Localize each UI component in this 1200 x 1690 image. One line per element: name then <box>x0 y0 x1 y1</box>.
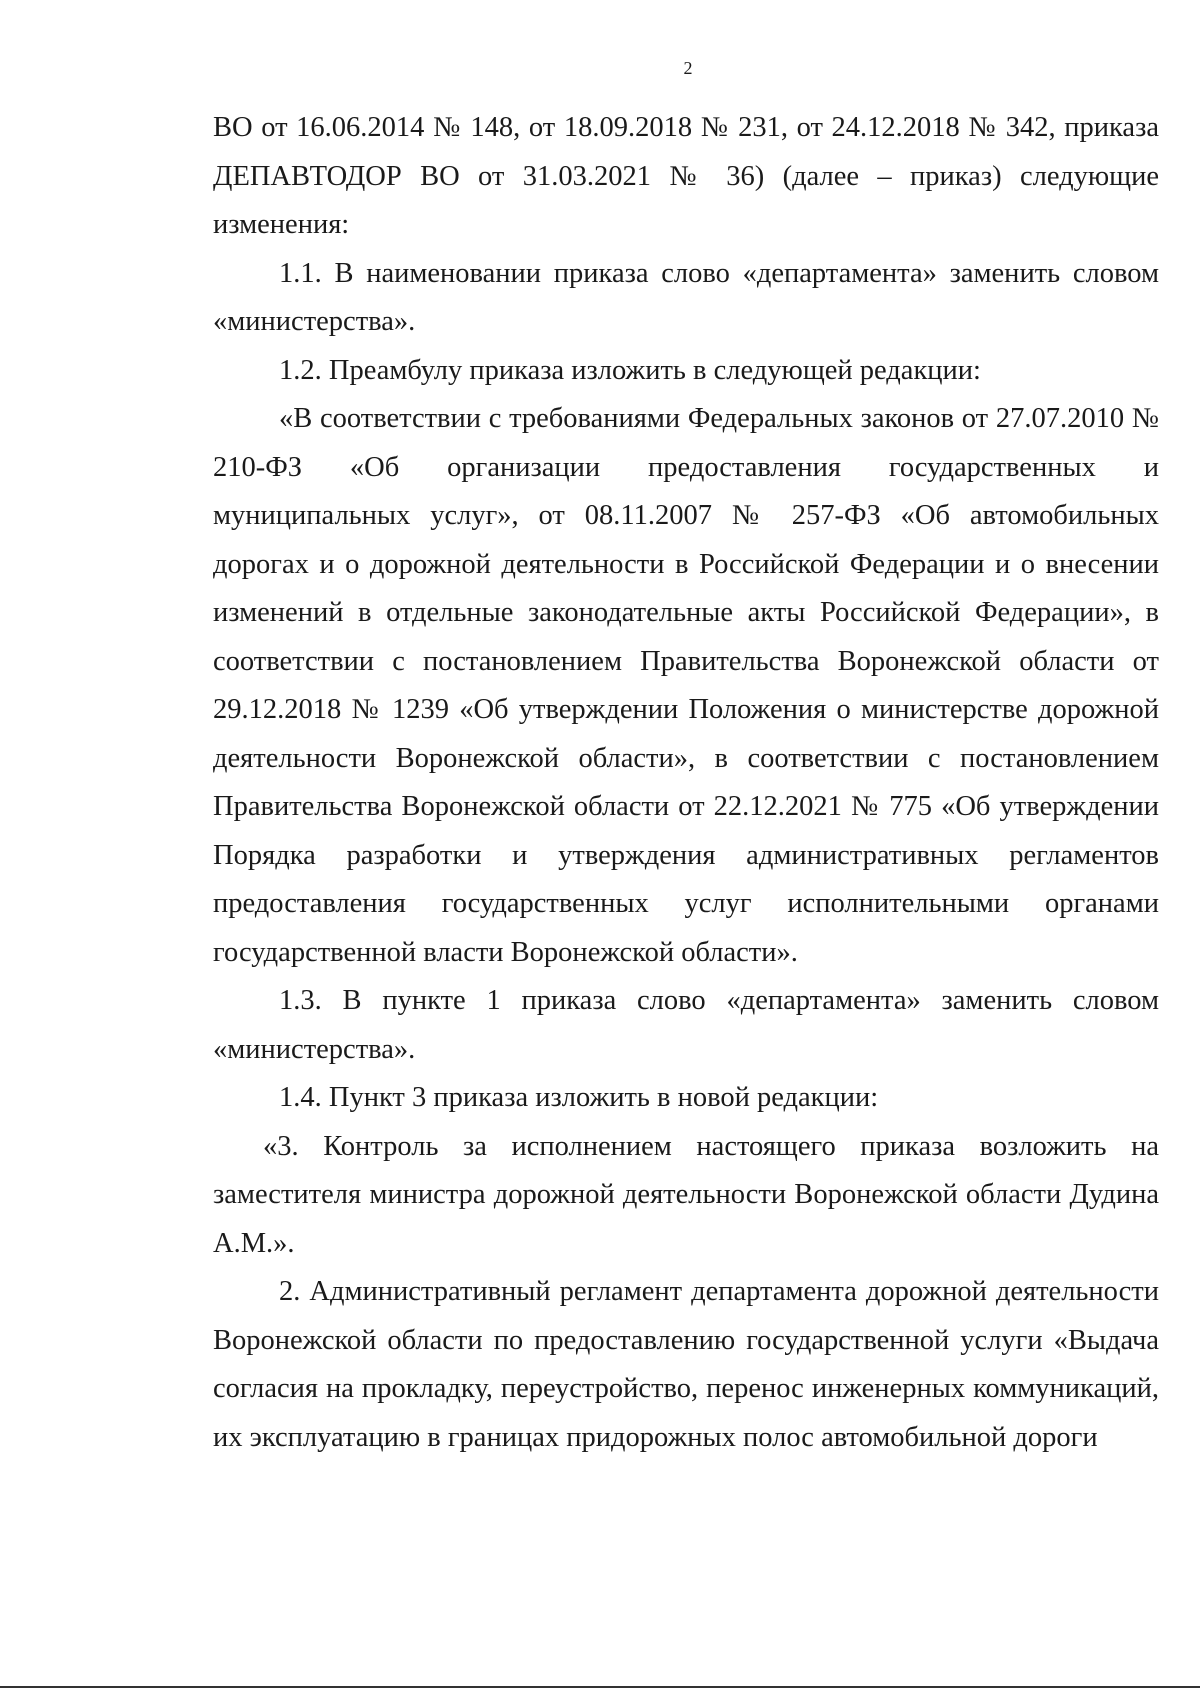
paragraph-item-1-2: 1.2. Преамбулу приказа изложить в следующей редакции: <box>279 354 981 386</box>
paragraph-item-2: 2. Административный регламент департамента дорожной деятельности Воронежской области по предоставлению государственной услуги «Выдача согласия на прокладку, переустройство, перенос инженерных коммуникаций, их эксплуатацию в границах придорожных полос автомобильной дороги <box>213 1276 1159 1453</box>
document-body <box>213 104 1159 1462</box>
paragraph-item-1-3: 1.3. В пункте 1 приказа слово «департамента» заменить словом «министерства». <box>213 985 1159 1065</box>
paragraph-item-1-4: 1.4. Пункт 3 приказа изложить в новой редакции: <box>279 1082 879 1113</box>
paragraph-item-1-1: 1.1. В наименовании приказа слово «департамента» заменить словом «министерства». <box>213 257 1159 337</box>
page-number: 2 <box>683 58 693 78</box>
scan-bottom-edge <box>0 1686 1200 1688</box>
paragraph-intro: ВО от 16.06.2014 № 148, от 18.09.2018 № 231, от 24.12.2018 № 342, приказа ДЕПАВТОДОР ВО от 31.03.2021 № 36) (далее – приказ) следующие изменения: <box>213 112 1159 240</box>
paragraph-item-3: «3. Контроль за исполнением настоящего приказа возложить на заместителя министра дорожной деятельности Воронежской области Дудина А.М.». <box>213 1130 1159 1259</box>
paragraph-preamble: «В соответствии с требованиями Федеральных законов от 27.07.2010 № 210-ФЗ «Об организации предоставления государственных и муниципальных услуг», от 08.11.2007 № 257-ФЗ «Об автомобильных дорогах и о дорожной деятельности в Российской Федерации и о внесении изменений в отдельные законодательные акты Российской Федерации», в соответствии с постановлением Правительства Воронежской области от 29.12.2018 № 1239 «Об утверждении Положения о министерстве дорожной деятельности Воронежской области», в соответствии с постановлением Правительства Воронежской области от 22.12.2021 № 775 «Об утверждении Порядка разработки и утверждения административных регламентов предоставления государственных услуг исполнительными органами государственной власти Воронежской области». <box>213 403 1159 968</box>
